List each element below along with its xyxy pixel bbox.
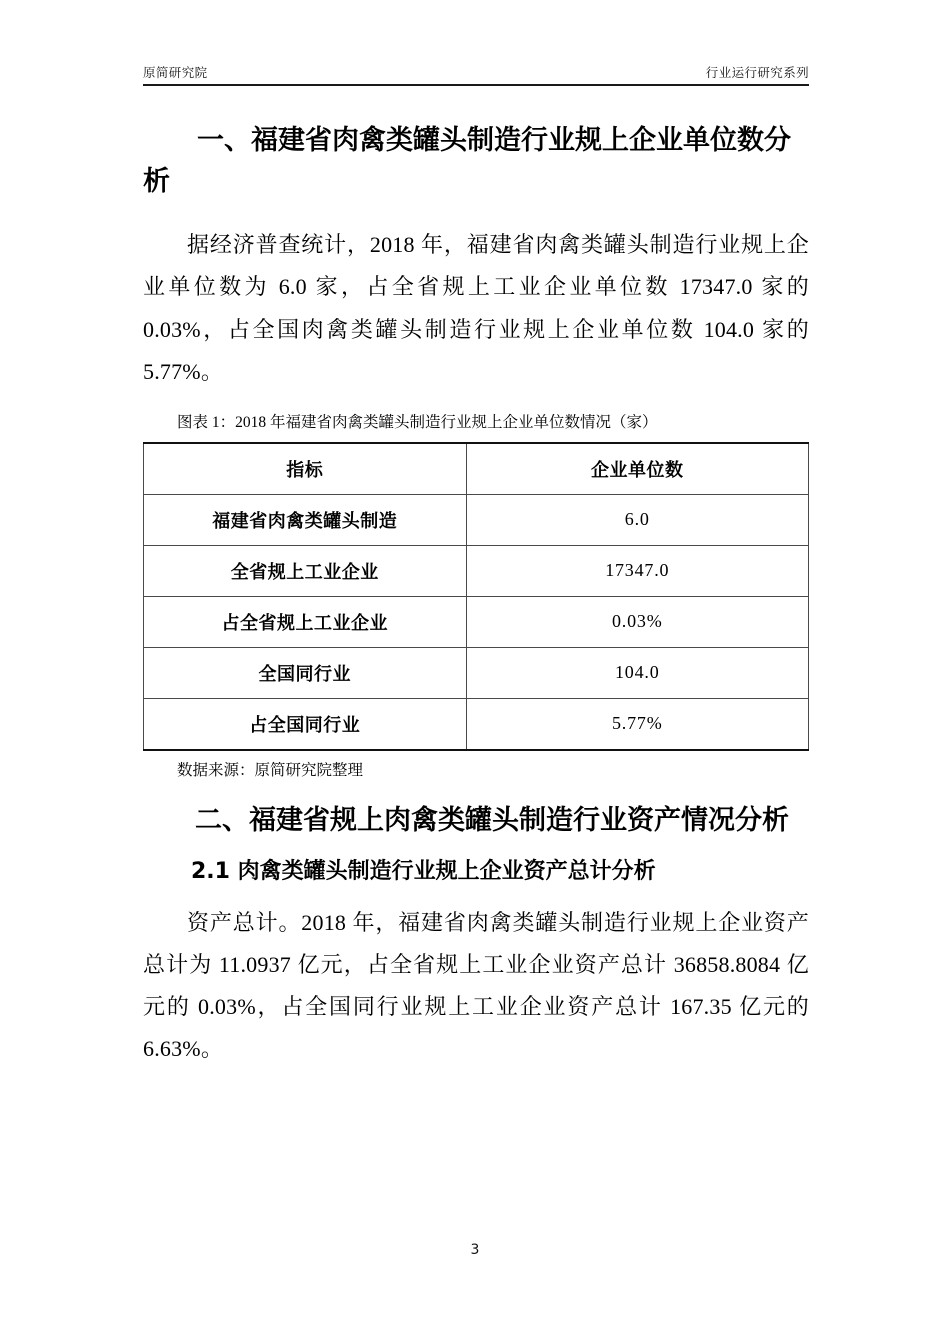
document-body — [143, 120, 809, 1071]
table-row — [144, 494, 809, 545]
table-header-row — [144, 443, 809, 495]
column-header-indicator: 指标 — [144, 443, 467, 495]
row-label: 占全国同行业 — [144, 698, 467, 750]
column-header-value: 企业单位数 — [466, 443, 808, 495]
header-left-text: 原简研究院 — [143, 65, 208, 80]
table-row — [144, 698, 809, 750]
header-right-text: 行业运行研究系列 — [705, 65, 809, 80]
figure-caption: 图表 1：2018 年福建省肉禽类罐头制造行业规上企业单位数情况（家） — [177, 414, 658, 431]
table-row — [144, 596, 809, 647]
row-label: 福建省肉禽类罐头制造 — [144, 494, 467, 545]
table-row — [144, 545, 809, 596]
paragraph-unit-count: 据经济普查统计，2018 年，福建省肉禽类罐头制造行业规上企业单位数为 6.0 家，占全省规上工业企业单位数 17347.0 家的 0.03%，占全国肉禽类罐头制造行业规上企业单位数 104.0 家的 5.77%。 — [143, 232, 809, 384]
unit-count-table — [143, 442, 809, 751]
running-header — [143, 66, 809, 86]
data-source-note: 数据来源：原简研究院整理 — [177, 761, 364, 779]
paragraph-total-assets: 资产总计。2018 年，福建省肉禽类罐头制造行业规上企业资产总计为 11.0937 亿元，占全省规上工业企业资产总计 36858.8084 亿元的 0.03%，占全国同行业规上工业企业资产总计 167.35 亿元的 6.63%。 — [143, 909, 809, 1062]
row-value: 5.77% — [466, 698, 808, 750]
row-label: 全省规上工业企业 — [144, 545, 467, 596]
subsection-heading-2-1: 2.1 肉禽类罐头制造行业规上企业资产总计分析 — [191, 858, 656, 884]
page-number: 3 — [470, 1242, 480, 1258]
row-label: 全国同行业 — [144, 647, 467, 698]
spacer — [143, 888, 809, 902]
row-value: 104.0 — [466, 647, 808, 698]
section-heading-2: 二、福建省规上肉禽类罐头制造行业资产情况分析 — [195, 804, 789, 836]
spacer — [143, 393, 809, 411]
row-value: 0.03% — [466, 596, 808, 647]
spacer — [143, 751, 809, 759]
row-label: 占全省规上工业企业 — [144, 596, 467, 647]
table-row — [144, 647, 809, 698]
spacer — [143, 841, 809, 855]
section-heading-1: 一、福建省肉禽类罐头制造行业规上企业单位数分析 — [143, 125, 791, 198]
row-value: 17347.0 — [466, 545, 808, 596]
spacer — [143, 202, 809, 224]
spacer — [143, 784, 809, 800]
row-value: 6.0 — [466, 494, 808, 545]
